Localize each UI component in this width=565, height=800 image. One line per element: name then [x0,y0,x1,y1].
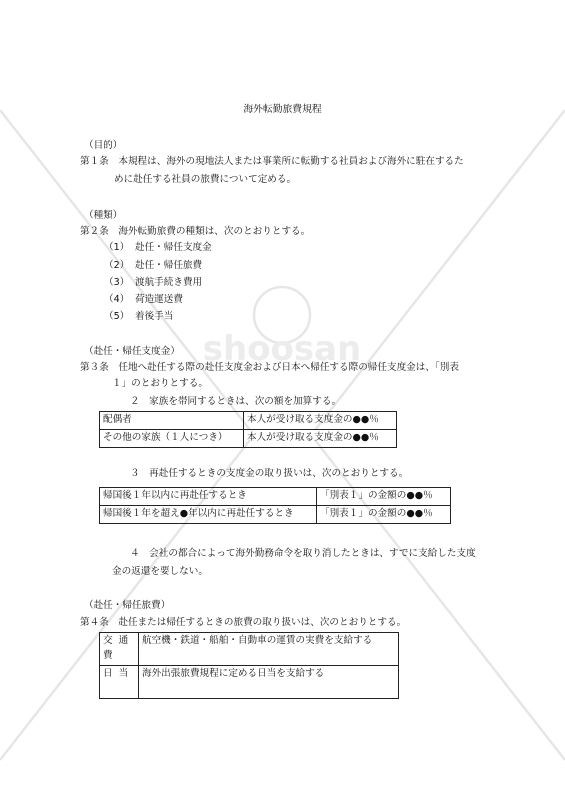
list-item-num: （3） [104,277,130,288]
family-allowance-table [99,411,397,448]
list-item-text: 渡航手続き費用 [135,277,203,288]
art1-line2: めに赴任する社員の旅費について定める。 [114,174,297,185]
art2-heading: （種類） [84,210,123,221]
art2-line1: 第２条 海外転勤旅費の種類は、次のとおりとする。 [80,226,311,237]
travel-expense-table [99,632,399,699]
art3-line2: １」のとおりとする。 [112,378,208,389]
art4-heading: （赴任・帰任旅費） [84,600,171,611]
list-item-num: （4） [104,294,130,305]
art3-para4-line1: ４ 会社の都合によって海外勤務命令を取り消したときは、すでに支給した支度 [130,548,476,559]
document-title: 海外転勤旅費規程 [243,104,322,115]
table-cell: 帰国後１年を超え●年以内に再赴任するとき [100,505,317,523]
table-row [100,429,397,447]
table-cell: 配偶者 [100,412,244,430]
list-item-num: （5） [104,311,130,322]
art4-line1: 第４条 赴任または帰任するときの旅費の取り扱いは、次のとおりとする。 [80,617,407,628]
art1-line1: 第１条 本規程は、海外の現地法人または事業所に転勤する社員および海外に駐在するた [80,156,464,167]
art3-line1: 第３条 任地へ赴任する際の赴任支度金および日本へ帰任する際の帰任支度金は、「別表 [80,362,459,373]
list-item-num: （1） [104,242,130,253]
table-row [100,412,397,430]
list-item-text: 赴任・帰任旅費 [135,260,203,271]
table-row [100,633,399,666]
table-cell: 交通費 [100,633,139,666]
art3-para2: ２ 家族を帯同するときは、次の額を加算する。 [130,396,342,407]
art3-para4-line2: 金の返還を要しない。 [112,566,208,577]
art3-para3: ３ 再赴任するときの支度金の取り扱いは、次のとおりとする。 [130,468,409,479]
table-cell: 「別表１」の金額の●●％ [317,505,451,523]
table-cell: 日当 [100,665,139,698]
list-item-text: 荷造運送費 [135,294,183,305]
list-item-text: 赴任・帰任支度金 [135,242,212,253]
table-row [100,488,451,506]
art3-heading: （赴任・帰任支度金） [84,346,180,357]
art1-heading: （目的） [84,140,123,151]
table-cell: 帰国後１年以内に再赴任するとき [100,488,317,506]
table-row [100,665,399,698]
table-cell: 本人が受け取る支度金の●●％ [244,429,397,447]
watermark-text: shoosan [202,329,362,369]
table-cell: 「別表１」の金額の●●％ [317,488,451,506]
table-row [100,505,451,523]
table-cell: 海外出張旅費規程に定める日当を支給する [139,665,399,698]
list-item-text: 着後手当 [135,311,174,322]
table-cell: 本人が受け取る支度金の●●％ [244,412,397,430]
table-cell: 航空機・鉄道・船舶・自動車の運賃の実費を支給する [139,633,399,666]
reassignment-table [99,487,451,524]
table-cell: その他の家族（１人につき） [100,429,244,447]
list-item-num: （2） [104,260,130,271]
